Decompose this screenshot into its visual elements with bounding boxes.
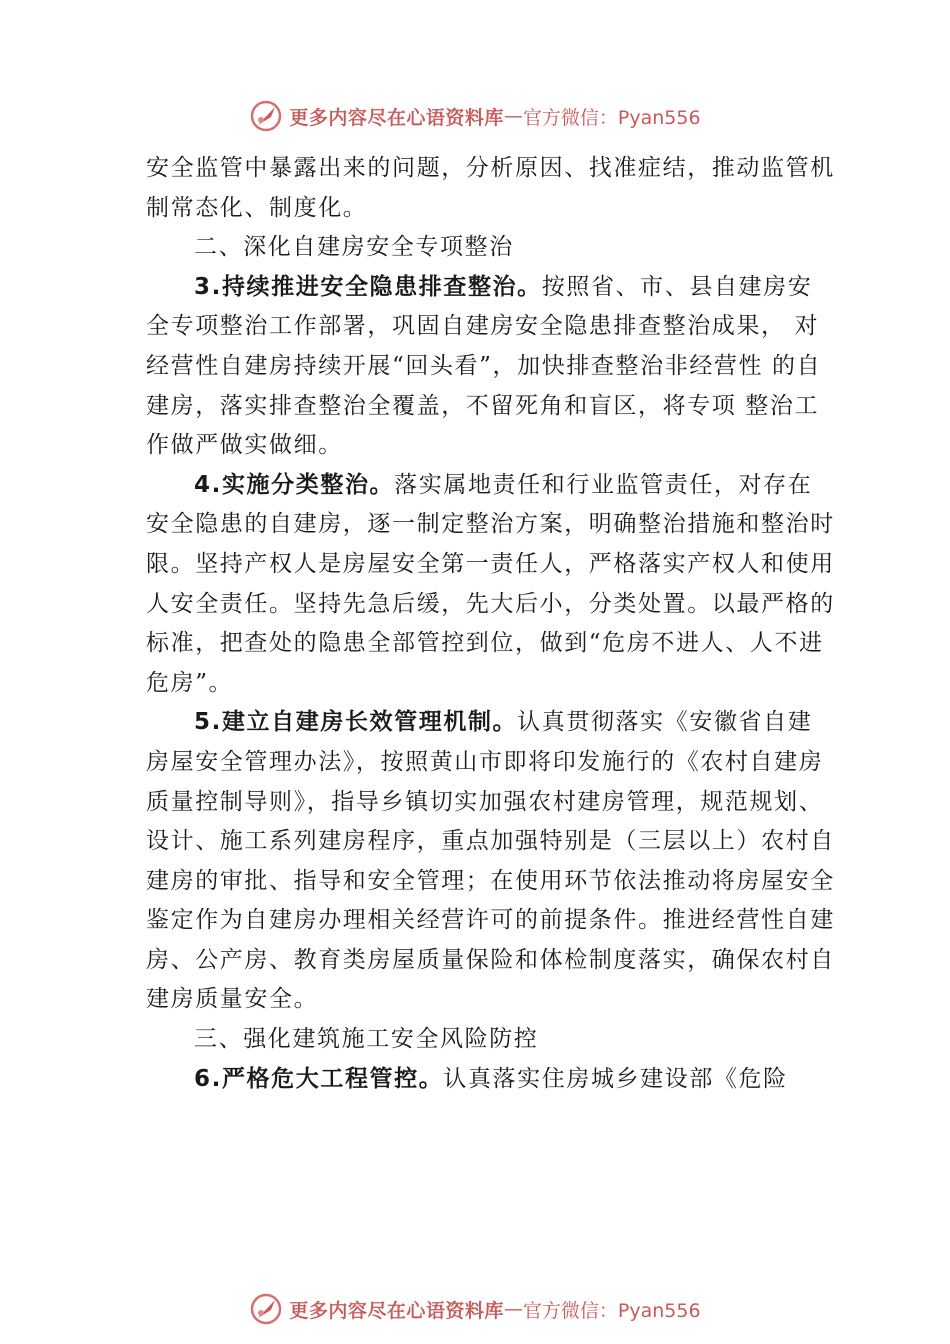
item-4-body: 落实属地责任和行业监管责任，对存在安全隐患的自建房，逐一制定整治方案，明确整治措施和整治时限。坚持产权人是房屋安全第一责任人，严格落实产权人和使用人安全责任。坚持先急后缓，先大后小，分类处置。以最严格的标准，把查处的隐患全部管控到位，做到“危房不进人、人不进危房”。 [146, 471, 835, 696]
quill-logo-icon [249, 1292, 283, 1326]
item-3-body: 按照省、市、县自建房安全专项整治工作部署，巩固自建房安全隐患排查整治成果， 对经营性自建房持续开展“回头看”，加快排查整治非经营性 的自建房，落实排查整治全覆盖，不留死角和盲区，将专项 整治工作做严做实做细。 [146, 273, 822, 459]
paragraph-continuation: 安全监管中暴露出来的问题，分析原因、找准症结，推动监管机制常态化、制度化。 [146, 155, 835, 221]
watermark-site-text: 更多内容尽在心语资料库 [289, 106, 504, 129]
watermark-wechat-text: 官方微信：Pyan556 [522, 106, 701, 129]
watermark-site-text: 更多内容尽在心语资料库 [289, 1299, 504, 1322]
item-6-title: 6.严格危大工程管控。 [194, 1065, 444, 1092]
watermark-dash: — [503, 105, 523, 127]
quill-logo-icon [249, 99, 283, 133]
item-6-body: 认真落实住房城乡建设部《危险 [443, 1065, 788, 1092]
paragraph-item-3 [146, 268, 836, 466]
paragraph-item-4 [146, 466, 836, 704]
watermark-banner-top [0, 96, 950, 136]
paragraph-item-5 [146, 703, 836, 1020]
item-5-title: 5.建立自建房长效管理机制。 [194, 709, 518, 736]
document-body [146, 149, 836, 1099]
watermark-dash: — [503, 1298, 523, 1320]
item-4-title: 4.实施分类整治。 [194, 471, 395, 498]
section-heading-2: 二、深化自建房安全专项整治 [194, 234, 514, 261]
watermark-wechat-text: 官方微信：Pyan556 [522, 1299, 701, 1322]
paragraph-item-6 [146, 1060, 836, 1100]
item-3-title: 3.持续推进安全隐患排查整治。 [194, 273, 542, 300]
section-heading-3: 三、强化建筑施工安全风险防控 [194, 1026, 539, 1053]
item-5-body: 认真贯彻落实《安徽省自建房屋安全管理办法》，按照黄山市即将印发施行的《农村自建房质量控制导则》，指导乡镇切实加强农村建房管理，规范规划、设计、施工系列建房程序，重点加强特别是（三层以上）农村自建房的审批、指导和安全管理；在使用环节依法推动将房屋安全鉴定作为自建房办理相关经营许可的前提条件。推进经营性自建房、公产房、教育类房屋质量保险和体检制度落实，确保农村自建房质量安全。 [146, 709, 835, 1013]
watermark-banner-bottom [0, 1289, 950, 1329]
